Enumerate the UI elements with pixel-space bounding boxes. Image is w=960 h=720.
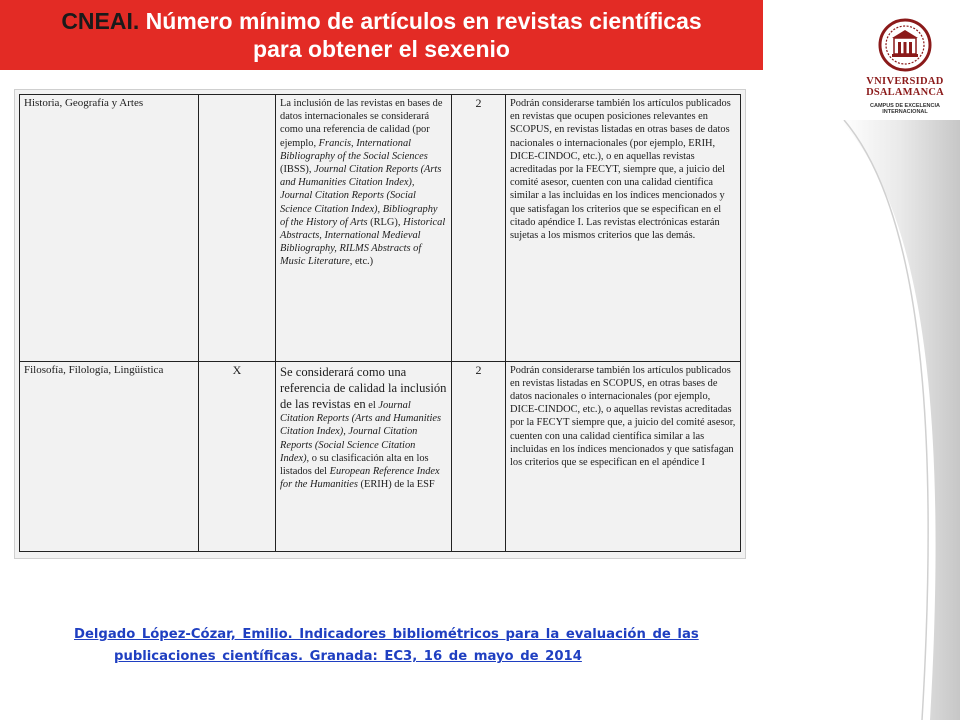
area-cell: Historia, Geografía y Artes [20,95,199,362]
citation-link[interactable]: publicaciones científicas. Granada: EC3, 16 de mayo de 2014 [114,649,582,664]
criterion-cell [276,95,452,362]
logo-line-3 [870,103,940,115]
count-cell: 2 [452,95,506,362]
criteria-table-image [14,89,746,559]
table-row [20,95,741,362]
logo-line-3b: INTERNACIONAL [882,109,928,115]
title-prefix: CNEAI. [61,8,140,34]
logo-line-3a: CAMPUS DE EXCELENCIA [870,103,940,109]
title-text-line2: para obtener el sexenio [253,36,510,62]
count-cell: 2 [452,361,506,551]
criteria-table [19,94,741,552]
notes-cell: Podrán considerarse también los artículos publicados en revistas que ocupen posiciones relevantes en SCOPUS, en revistas listadas en otras bases de datos nacionales o internacionales (por ejemplo, ERIH, DICE-CINDOC, etc.), o en aquellas revistas acreditadas por la FECYT, siempre que, a juicio del comité asesor, cuenten con una calidad científica similar a las incluidas en los índices mencionados y que satisfagan los criterios que se especifican en el citado apéndice I. Las revistas electrónicas estarán sujetas a los mismos criterios que las demás. [506,95,741,362]
table-row [20,361,741,551]
criterion-text: Historical Abstracts, International Medieval Bibliography, RILMS Abstracts of Music Literature [280,216,446,268]
citation [74,624,794,668]
notes-cell: Podrán considerarse también los artículos publicados en revistas listadas en SCOPUS, en otras bases de datos nacionales o internacionales (por ejemplo, DICE-CINDOC, etc.), o aquellas revistas acreditadas por la FECYT siempre que, a juicio del comité asesor, cuenten con una calidad científica similar a las incluidas en los índices mencionados y que satisfagan los criterios que se especifican en el apéndice I [506,361,741,551]
criterion-text: (RLG), [367,216,404,228]
slide-title-line1 [61,7,701,35]
criterion-text: , etc.) [349,256,374,268]
university-seal-icon [878,18,932,72]
criterion-text: Francis, International Bibliography of the Social Sciences [280,137,428,162]
logo-line-2: DSALAMANCA [866,87,944,98]
citation-line-1 [74,624,794,646]
title-text-line1: Número mínimo de artículos en revistas científicas [139,8,702,34]
area-cell: Filosofía, Filología, Lingüística [20,361,199,551]
citation-line-2 [74,646,794,668]
slide-title [0,0,763,70]
criterion-text: (IBSS), [280,164,315,176]
criterion-text: Journal Citation Reports (Arts and Humanities Citation Index), Journal Citation Reports (Social Science Citation Index) [280,399,442,464]
criterion-text: Journal Citation Reports (Arts and Humanities Citation Index), Journal Citation Reports (Social Science Citation Index), Bibliography of the History of Arts [280,164,442,228]
criterion-lead: Se considerará como una referencia de calidad la inclusión de las revistas en [280,364,447,411]
logo-line-1: VNIVERSIDAD [866,76,944,87]
mark-cell: X [199,361,276,551]
mark-cell [199,95,276,362]
criterion-text: (ERIH) de la ESF [357,479,435,491]
criterion-text: European Reference Index for the Humanities [280,466,440,491]
criterion-text: , o su clasificación alta en los listados del [280,452,429,477]
criterion-cell [276,361,452,551]
decorative-swoosh [820,120,960,720]
citation-link[interactable]: Delgado López-Cózar, Emilio. Indicadores bibliométricos para la evaluación de las [74,627,699,642]
criterion-text: el [365,399,379,411]
criterion-text: La inclusión de las revistas en bases de datos internacionales se considerará como una referencia de calidad (por ejemplo, [280,98,443,149]
